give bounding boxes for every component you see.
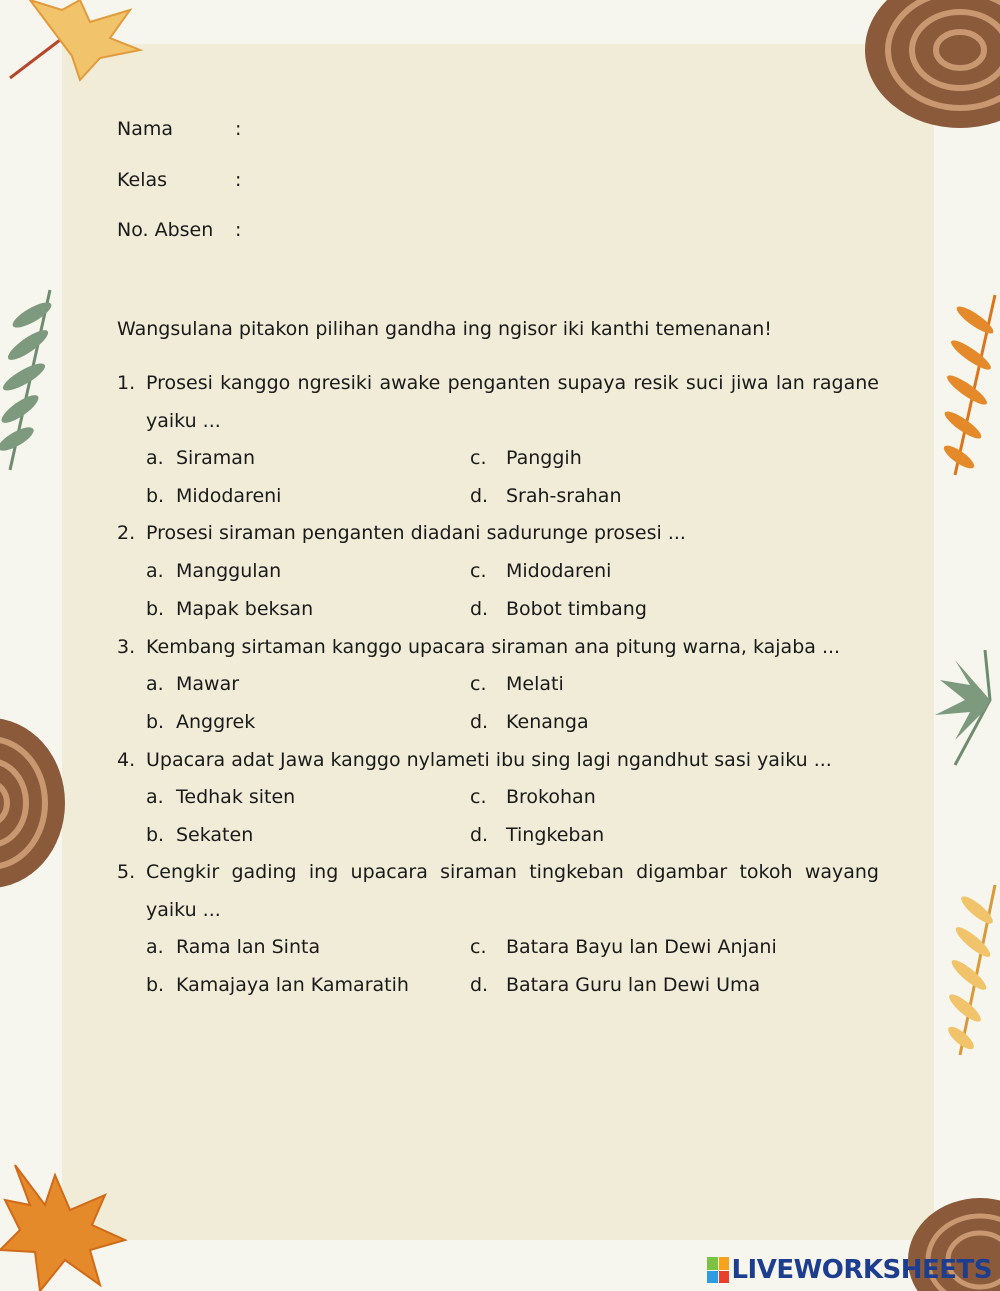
option-label: Kenanga [506, 711, 589, 733]
wood-slice-top-right-illustration [860, 0, 1000, 130]
option-3b[interactable] [146, 711, 255, 733]
question-text: Cengkir gading ing upacara siraman tingkeban digambar tokoh wayang [146, 861, 879, 883]
option-label: Siraman [176, 447, 255, 469]
question-number: 3. [117, 636, 136, 658]
option-label: Bobot timbang [506, 598, 647, 620]
option-letter: d. [470, 598, 489, 620]
option-5a[interactable] [146, 936, 320, 958]
option-letter: d. [470, 711, 489, 733]
number-field-row [117, 219, 241, 241]
question-3 [117, 636, 879, 660]
option-3d[interactable] [470, 711, 589, 733]
liveworksheets-logo[interactable] [707, 1255, 992, 1285]
option-3c[interactable] [470, 673, 564, 695]
maple-leaf-top-left-illustration [0, 0, 150, 90]
liveworksheets-logo-icon [707, 1257, 729, 1283]
class-field-row [117, 169, 241, 191]
option-letter: b. [146, 485, 165, 507]
option-label: Sekaten [176, 824, 254, 846]
option-letter: a. [146, 936, 164, 958]
option-label: Mawar [176, 673, 240, 695]
option-letter: c. [470, 786, 487, 808]
option-2a[interactable] [146, 560, 281, 582]
question-text: Prosesi kanggo ngresiki awake penganten supaya resik suci jiwa lan ragane [146, 372, 879, 394]
question-text-continued: yaiku ... [146, 410, 221, 432]
option-label: Midodareni [506, 560, 612, 582]
option-letter: b. [146, 974, 165, 996]
option-1b[interactable] [146, 485, 281, 507]
maple-leaf-bottom-left-illustration [0, 1160, 130, 1291]
question-5 [117, 861, 879, 885]
option-1d[interactable] [470, 485, 622, 507]
orange-fern-right-illustration [935, 285, 1000, 485]
option-label: Midodareni [176, 485, 282, 507]
number-label: No. Absen [117, 219, 214, 241]
option-letter: a. [146, 673, 164, 695]
option-5d[interactable] [470, 974, 760, 996]
question-5-continuation [117, 899, 879, 923]
option-5b[interactable] [146, 974, 409, 996]
option-label: Tedhak siten [176, 786, 296, 808]
question-number: 2. [117, 522, 136, 544]
option-4c[interactable] [470, 786, 596, 808]
yellow-fern-right-illustration [935, 880, 1000, 1060]
question-text: Upacara adat Jawa kanggo nylameti ibu sing lagi ngandhut sasi yaiku ... [146, 749, 832, 771]
option-label: Brokohan [506, 786, 596, 808]
question-number: 1. [117, 372, 136, 394]
question-text-continued: yaiku ... [146, 899, 221, 921]
green-fern-left-illustration [0, 285, 62, 475]
option-letter: b. [146, 824, 165, 846]
option-3a[interactable] [146, 673, 239, 695]
question-number: 4. [117, 749, 136, 771]
option-2b[interactable] [146, 598, 313, 620]
option-letter: b. [146, 598, 165, 620]
option-letter: d. [470, 485, 489, 507]
option-label: Manggulan [176, 560, 282, 582]
option-label: Kamajaya lan Kamaratih [176, 974, 409, 996]
instruction-text: Wangsulana pitakon pilihan gandha ing ngisor iki kanthi temenanan! [117, 318, 772, 340]
question-1-continuation [117, 410, 879, 434]
option-label: Mapak beksan [176, 598, 314, 620]
number-separator: : [235, 219, 242, 241]
option-1a[interactable] [146, 447, 255, 469]
option-4a[interactable] [146, 786, 295, 808]
name-field-row [117, 118, 241, 140]
option-letter: c. [470, 447, 487, 469]
option-label: Srah-srahan [506, 485, 622, 507]
option-2c[interactable] [470, 560, 611, 582]
option-letter: c. [470, 936, 487, 958]
question-text: Prosesi siraman penganten diadani sadurunge prosesi ... [146, 522, 686, 544]
name-separator: : [235, 118, 242, 140]
option-letter: d. [470, 824, 489, 846]
class-separator: : [235, 169, 242, 191]
option-4d[interactable] [470, 824, 604, 846]
option-4b[interactable] [146, 824, 253, 846]
option-label: Rama lan Sinta [176, 936, 321, 958]
option-letter: a. [146, 560, 164, 582]
green-leaf-right-illustration [935, 640, 1000, 770]
name-label: Nama [117, 118, 174, 140]
brand-name: LIVEWORKSHEETS [731, 1255, 992, 1285]
option-letter: a. [146, 786, 164, 808]
question-1 [117, 372, 879, 396]
option-2d[interactable] [470, 598, 647, 620]
option-label: Tingkeban [506, 824, 605, 846]
option-5c[interactable] [470, 936, 777, 958]
question-text: Kembang sirtaman kanggo upacara siraman ana pitung warna, kajaba ... [146, 636, 841, 658]
wood-slice-left-illustration [0, 715, 70, 890]
option-letter: c. [470, 560, 487, 582]
question-number: 5. [117, 861, 136, 883]
option-label: Melati [506, 673, 564, 695]
option-letter: d. [470, 974, 489, 996]
option-letter: b. [146, 711, 165, 733]
option-label: Anggrek [176, 711, 256, 733]
class-label: Kelas [117, 169, 168, 191]
question-4 [117, 749, 879, 773]
option-letter: a. [146, 447, 164, 469]
option-letter: c. [470, 673, 487, 695]
option-label: Panggih [506, 447, 582, 469]
option-1c[interactable] [470, 447, 582, 469]
option-label: Batara Guru lan Dewi Uma [506, 974, 761, 996]
question-2 [117, 522, 879, 546]
option-label: Batara Bayu lan Dewi Anjani [506, 936, 777, 958]
